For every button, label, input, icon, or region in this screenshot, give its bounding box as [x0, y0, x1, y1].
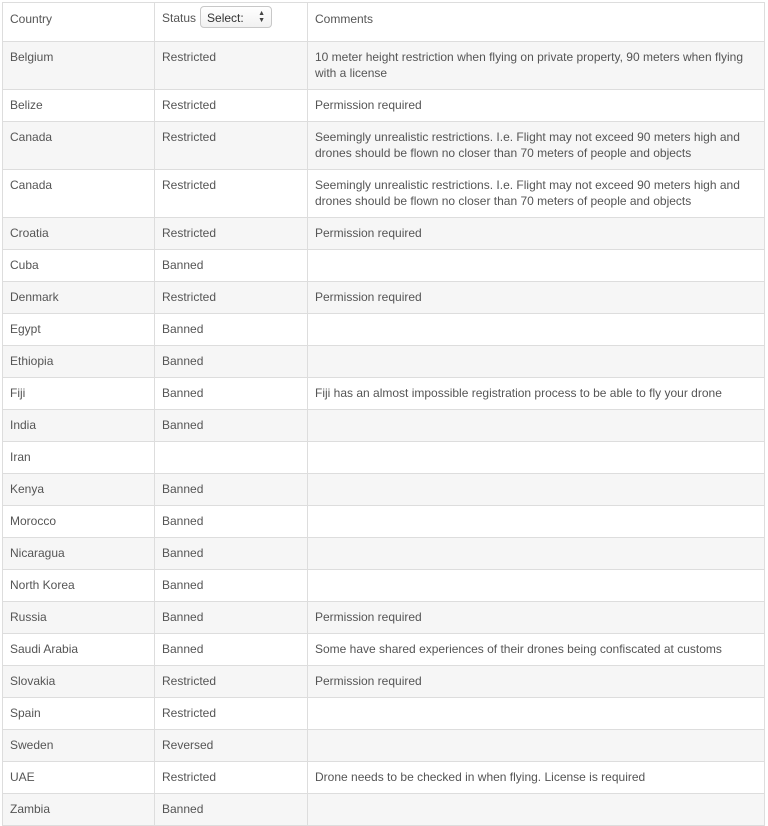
comment-cell — [308, 250, 765, 282]
status-cell: Banned — [155, 506, 308, 538]
country-cell: Kenya — [3, 474, 155, 506]
status-cell: Restricted — [155, 666, 308, 698]
comment-cell — [308, 346, 765, 378]
status-cell: Banned — [155, 794, 308, 826]
country-cell: Egypt — [3, 314, 155, 346]
status-cell: Banned — [155, 378, 308, 410]
comment-cell — [308, 474, 765, 506]
comment-cell: 10 meter height restriction when flying on private property, 90 meters when flying with a license — [308, 42, 765, 90]
country-cell: Morocco — [3, 506, 155, 538]
status-cell: Restricted — [155, 90, 308, 122]
status-cell: Restricted — [155, 282, 308, 314]
status-cell: Reversed — [155, 730, 308, 762]
country-cell: Slovakia — [3, 666, 155, 698]
comment-cell: Permission required — [308, 218, 765, 250]
status-column-header — [155, 3, 308, 42]
country-cell: Nicaragua — [3, 538, 155, 570]
country-cell: Canada — [3, 122, 155, 170]
table-row — [3, 666, 765, 698]
country-header-label: Country — [10, 12, 53, 26]
country-cell: Spain — [3, 698, 155, 730]
table-row — [3, 538, 765, 570]
status-filter-value: Select: — [207, 11, 244, 25]
table-row — [3, 506, 765, 538]
comment-cell: Permission required — [308, 282, 765, 314]
comment-cell: Permission required — [308, 666, 765, 698]
table-row — [3, 90, 765, 122]
table-row — [3, 602, 765, 634]
country-cell: Belgium — [3, 42, 155, 90]
status-cell: Banned — [155, 314, 308, 346]
comment-cell: Drone needs to be checked in when flying. License is required — [308, 762, 765, 794]
table-row — [3, 698, 765, 730]
status-cell: Restricted — [155, 42, 308, 90]
country-cell: Russia — [3, 602, 155, 634]
status-cell: Banned — [155, 634, 308, 666]
status-cell: Banned — [155, 570, 308, 602]
table-row — [3, 122, 765, 170]
status-cell: Banned — [155, 538, 308, 570]
table-row — [3, 42, 765, 90]
comment-cell — [308, 538, 765, 570]
table-row — [3, 762, 765, 794]
country-cell: Croatia — [3, 218, 155, 250]
comment-cell — [308, 314, 765, 346]
status-cell: Restricted — [155, 698, 308, 730]
table-row — [3, 218, 765, 250]
table-row — [3, 314, 765, 346]
status-cell: Banned — [155, 474, 308, 506]
comment-cell — [308, 794, 765, 826]
drone-laws-table — [2, 2, 765, 826]
status-cell: Restricted — [155, 762, 308, 794]
table-header-row — [3, 3, 765, 42]
comment-cell — [308, 698, 765, 730]
comment-cell — [308, 730, 765, 762]
status-cell: Banned — [155, 410, 308, 442]
status-cell: Banned — [155, 602, 308, 634]
table-row — [3, 634, 765, 666]
table-row — [3, 282, 765, 314]
table-row — [3, 346, 765, 378]
comment-cell: Seemingly unrealistic restrictions. I.e. Flight may not exceed 90 meters high and drones should be flown no closer than 70 meters of people and objects — [308, 122, 765, 170]
country-cell: Denmark — [3, 282, 155, 314]
table-row — [3, 570, 765, 602]
table-row — [3, 794, 765, 826]
comment-cell: Fiji has an almost impossible registration process to be able to fly your drone — [308, 378, 765, 410]
comment-cell: Seemingly unrealistic restrictions. I.e. Flight may not exceed 90 meters high and drones should be flown no closer than 70 meters of people and objects — [308, 170, 765, 218]
status-cell: Banned — [155, 346, 308, 378]
country-cell: Iran — [3, 442, 155, 474]
country-column-header[interactable] — [3, 3, 155, 42]
comment-cell: Permission required — [308, 602, 765, 634]
country-cell: North Korea — [3, 570, 155, 602]
country-cell: Canada — [3, 170, 155, 218]
table-body — [3, 42, 765, 826]
comment-cell — [308, 442, 765, 474]
table-row — [3, 474, 765, 506]
table-row — [3, 442, 765, 474]
country-cell: Belize — [3, 90, 155, 122]
table-row — [3, 170, 765, 218]
comment-cell: Some have shared experiences of their drones being confiscated at customs — [308, 634, 765, 666]
drone-laws-table-container — [2, 2, 764, 826]
comment-cell — [308, 410, 765, 442]
table-row — [3, 250, 765, 282]
status-filter-select[interactable] — [200, 6, 272, 28]
status-cell: Banned — [155, 250, 308, 282]
status-cell: Restricted — [155, 170, 308, 218]
country-cell: Saudi Arabia — [3, 634, 155, 666]
comment-cell — [308, 570, 765, 602]
status-cell: Restricted — [155, 122, 308, 170]
comment-cell — [308, 506, 765, 538]
comments-header-label: Comments — [315, 12, 374, 26]
country-cell: Zambia — [3, 794, 155, 826]
country-cell: Cuba — [3, 250, 155, 282]
status-header-label: Status — [162, 11, 197, 25]
table-row — [3, 378, 765, 410]
status-cell: Restricted — [155, 218, 308, 250]
country-cell: Ethiopia — [3, 346, 155, 378]
country-cell: Fiji — [3, 378, 155, 410]
status-cell — [155, 442, 308, 474]
country-cell: UAE — [3, 762, 155, 794]
comments-column-header[interactable] — [308, 3, 765, 42]
comment-cell: Permission required — [308, 90, 765, 122]
country-cell: India — [3, 410, 155, 442]
select-arrows-icon: ▲ ▼ — [258, 10, 266, 24]
table-row — [3, 410, 765, 442]
country-cell: Sweden — [3, 730, 155, 762]
table-row — [3, 730, 765, 762]
